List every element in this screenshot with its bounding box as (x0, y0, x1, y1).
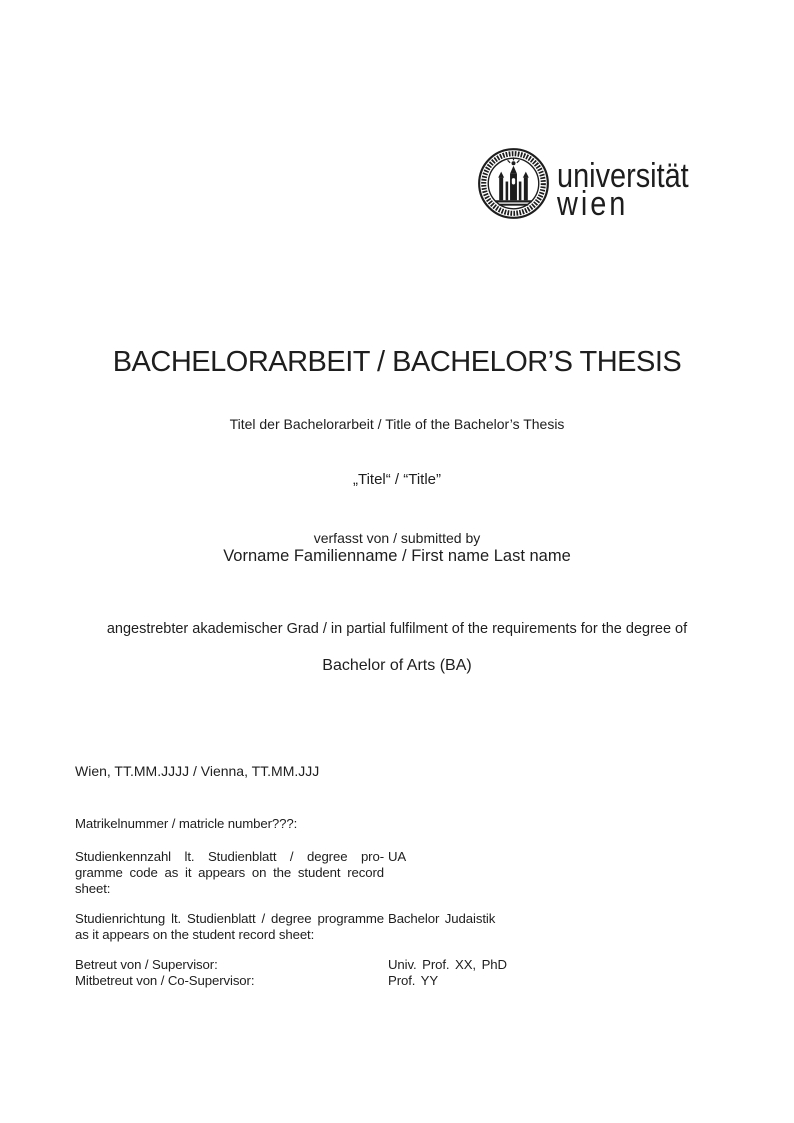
record-value: UA (388, 849, 407, 864)
record-label-line: as it appears on the student record sheet: (75, 927, 315, 942)
record-row (75, 911, 735, 943)
university-seal-icon (477, 147, 550, 220)
record-value: Prof. YY (388, 973, 439, 988)
record-label-line: Mitbetreut von / Co-Supervisor: (75, 973, 255, 988)
record-label (75, 911, 384, 943)
record-label (75, 957, 384, 973)
degree-intro: angestrebter akademischer Grad / in partial fulfilment of the requirements for the degree of (106, 621, 688, 637)
place-and-date: Wien, TT.MM.JJJJ / Vienna, TT.MM.JJJ (75, 763, 320, 779)
matriculation-number-label: Matrikelnummer / matricle number???: (75, 816, 298, 831)
thesis-title-placeholder: „Titel“ / “Title” (352, 471, 442, 488)
record-label (75, 849, 384, 897)
record-label-line: Studienrichtung lt. Studienblatt / degree programme (75, 911, 384, 926)
author-name: Vorname Familienname / First name Last name (223, 547, 571, 565)
record-row (75, 973, 735, 989)
submitted-by-label: verfasst von / submitted by (313, 530, 481, 546)
title-caption: Titel der Bachelorarbeit / Title of the Bachelor’s Thesis (229, 416, 565, 432)
university-logo (477, 147, 712, 223)
logo-wordmark (557, 157, 689, 223)
record-value: Univ. Prof. XX, PhD (388, 957, 507, 972)
author-block (0, 529, 794, 566)
record-label-line: Betreut von / Supervisor: (75, 957, 218, 972)
record-value: Bachelor Judaistik (388, 911, 496, 926)
document-title: BACHELORARBEIT / BACHELOR’S THESIS (112, 346, 682, 378)
records-table (75, 849, 735, 989)
record-row (75, 849, 735, 897)
logo-wordmark-line1: universität (557, 157, 689, 195)
record-label-line: gramme code as it appears on the student record (75, 865, 384, 880)
degree-name: Bachelor of Arts (BA) (322, 657, 472, 674)
record-label-line: sheet: (75, 881, 111, 896)
record-row (75, 957, 735, 973)
record-label (75, 973, 384, 989)
student-record-section (75, 816, 735, 989)
logo-wordmark-line2: wien (557, 185, 629, 223)
record-label-line: Studienkennzahl lt. Studienblatt / degree pro- (75, 849, 384, 864)
